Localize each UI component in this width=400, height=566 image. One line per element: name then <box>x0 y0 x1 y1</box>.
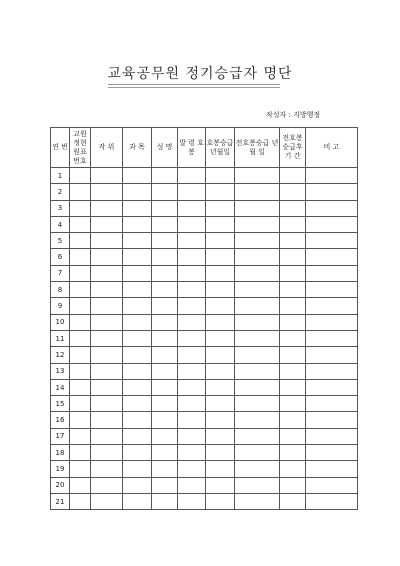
row-number: 1 <box>51 168 70 184</box>
empty-cell <box>91 216 123 232</box>
empty-cell <box>178 184 206 200</box>
empty-cell <box>206 314 235 330</box>
header-cell: 호봉승급 년월일 <box>206 128 235 168</box>
empty-cell <box>70 265 91 281</box>
empty-cell <box>306 168 358 184</box>
empty-cell <box>206 200 235 216</box>
empty-cell <box>152 477 178 493</box>
row-number: 9 <box>51 298 70 314</box>
empty-cell <box>123 347 152 363</box>
empty-cell <box>280 233 306 249</box>
empty-cell <box>70 168 91 184</box>
empty-cell <box>178 428 206 444</box>
row-number: 14 <box>51 379 70 395</box>
table-row <box>51 477 358 493</box>
empty-cell <box>70 216 91 232</box>
empty-cell <box>235 200 280 216</box>
empty-cell <box>280 249 306 265</box>
empty-cell <box>206 249 235 265</box>
table-row <box>51 200 358 216</box>
empty-cell <box>235 233 280 249</box>
empty-cell <box>206 330 235 346</box>
empty-cell <box>152 282 178 298</box>
empty-cell <box>178 233 206 249</box>
empty-cell <box>152 265 178 281</box>
empty-cell <box>152 428 178 444</box>
row-number: 17 <box>51 428 70 444</box>
empty-cell <box>235 379 280 395</box>
table-row <box>51 412 358 428</box>
empty-cell <box>206 428 235 444</box>
table-row <box>51 461 358 477</box>
empty-cell <box>152 347 178 363</box>
empty-cell <box>280 363 306 379</box>
empty-cell <box>70 363 91 379</box>
empty-cell <box>206 379 235 395</box>
row-number: 15 <box>51 396 70 412</box>
empty-cell <box>306 493 358 509</box>
empty-cell <box>91 477 123 493</box>
empty-cell <box>70 445 91 461</box>
empty-cell <box>235 282 280 298</box>
empty-cell <box>280 200 306 216</box>
empty-cell <box>280 461 306 477</box>
empty-cell <box>70 330 91 346</box>
empty-cell <box>280 445 306 461</box>
empty-cell <box>178 249 206 265</box>
empty-cell <box>206 347 235 363</box>
empty-cell <box>123 216 152 232</box>
empty-cell <box>152 445 178 461</box>
empty-cell <box>91 412 123 428</box>
empty-cell <box>91 249 123 265</box>
empty-cell <box>152 233 178 249</box>
empty-cell <box>91 200 123 216</box>
empty-cell <box>91 396 123 412</box>
empty-cell <box>178 396 206 412</box>
header-cell: 연 번 <box>51 128 70 168</box>
header-cell: 비 고 <box>306 128 358 168</box>
empty-cell <box>123 330 152 346</box>
empty-cell <box>178 379 206 395</box>
empty-cell <box>206 493 235 509</box>
empty-cell <box>206 298 235 314</box>
empty-cell <box>70 184 91 200</box>
empty-cell <box>306 428 358 444</box>
empty-cell <box>70 461 91 477</box>
row-number: 21 <box>51 493 70 509</box>
empty-cell <box>70 233 91 249</box>
empty-cell <box>70 282 91 298</box>
empty-cell <box>70 347 91 363</box>
empty-cell <box>280 168 306 184</box>
empty-cell <box>206 265 235 281</box>
empty-cell <box>123 493 152 509</box>
empty-cell <box>70 493 91 509</box>
table-row <box>51 282 358 298</box>
empty-cell <box>206 184 235 200</box>
empty-cell <box>123 184 152 200</box>
empty-cell <box>206 216 235 232</box>
empty-cell <box>91 379 123 395</box>
empty-cell <box>123 200 152 216</box>
empty-cell <box>123 445 152 461</box>
empty-cell <box>178 330 206 346</box>
header-cell: 성 명 <box>152 128 178 168</box>
row-number: 2 <box>51 184 70 200</box>
empty-cell <box>178 445 206 461</box>
header-cell: 교원 정현 원표 번호 <box>70 128 91 168</box>
author-label: 작성자 : 지방행정 <box>266 111 321 119</box>
row-number: 3 <box>51 200 70 216</box>
empty-cell <box>152 412 178 428</box>
empty-cell <box>235 330 280 346</box>
empty-cell <box>206 477 235 493</box>
empty-cell <box>206 445 235 461</box>
empty-cell <box>306 249 358 265</box>
table-row <box>51 233 358 249</box>
row-number: 5 <box>51 233 70 249</box>
row-number: 12 <box>51 347 70 363</box>
empty-cell <box>206 233 235 249</box>
empty-cell <box>91 445 123 461</box>
row-number: 16 <box>51 412 70 428</box>
empty-cell <box>280 347 306 363</box>
empty-cell <box>123 314 152 330</box>
empty-cell <box>152 330 178 346</box>
empty-cell <box>280 282 306 298</box>
empty-cell <box>91 298 123 314</box>
empty-cell <box>152 396 178 412</box>
empty-cell <box>123 477 152 493</box>
empty-cell <box>70 379 91 395</box>
empty-cell <box>91 168 123 184</box>
empty-cell <box>70 314 91 330</box>
empty-cell <box>206 396 235 412</box>
row-number: 7 <box>51 265 70 281</box>
table-row <box>51 168 358 184</box>
empty-cell <box>70 477 91 493</box>
document-title: 교육공무원 정기승급자 명단 <box>107 66 293 82</box>
empty-cell <box>91 428 123 444</box>
empty-cell <box>235 477 280 493</box>
row-number: 4 <box>51 216 70 232</box>
empty-cell <box>152 249 178 265</box>
row-number: 13 <box>51 363 70 379</box>
empty-cell <box>206 363 235 379</box>
empty-cell <box>280 330 306 346</box>
table-row <box>51 379 358 395</box>
empty-cell <box>91 493 123 509</box>
empty-cell <box>178 298 206 314</box>
empty-cell <box>235 396 280 412</box>
empty-cell <box>91 363 123 379</box>
empty-cell <box>152 184 178 200</box>
empty-cell <box>306 363 358 379</box>
empty-cell <box>70 249 91 265</box>
row-number: 11 <box>51 330 70 346</box>
empty-cell <box>235 412 280 428</box>
empty-cell <box>91 347 123 363</box>
empty-cell <box>70 428 91 444</box>
empty-cell <box>306 314 358 330</box>
empty-cell <box>306 200 358 216</box>
empty-cell <box>70 200 91 216</box>
empty-cell <box>235 168 280 184</box>
row-number: 18 <box>51 445 70 461</box>
empty-cell <box>306 445 358 461</box>
empty-cell <box>306 330 358 346</box>
empty-cell <box>178 363 206 379</box>
empty-cell <box>178 412 206 428</box>
empty-cell <box>206 461 235 477</box>
table-row <box>51 249 358 265</box>
empty-cell <box>306 412 358 428</box>
row-number: 6 <box>51 249 70 265</box>
empty-cell <box>178 347 206 363</box>
empty-cell <box>235 428 280 444</box>
empty-cell <box>123 461 152 477</box>
table-row <box>51 347 358 363</box>
empty-cell <box>123 233 152 249</box>
empty-cell <box>306 184 358 200</box>
empty-cell <box>306 379 358 395</box>
empty-cell <box>91 461 123 477</box>
empty-cell <box>123 265 152 281</box>
table-row <box>51 493 358 509</box>
empty-cell <box>306 461 358 477</box>
header-cell: 전호봉승급 년 월 일 <box>235 128 280 168</box>
empty-cell <box>280 428 306 444</box>
empty-cell <box>123 396 152 412</box>
empty-cell <box>152 216 178 232</box>
empty-cell <box>178 477 206 493</box>
empty-cell <box>306 396 358 412</box>
empty-cell <box>152 314 178 330</box>
table-row <box>51 445 358 461</box>
empty-cell <box>235 347 280 363</box>
empty-cell <box>206 168 235 184</box>
row-number: 8 <box>51 282 70 298</box>
empty-cell <box>123 282 152 298</box>
empty-cell <box>280 298 306 314</box>
empty-cell <box>91 265 123 281</box>
empty-cell <box>206 282 235 298</box>
table-row <box>51 396 358 412</box>
empty-cell <box>178 461 206 477</box>
empty-cell <box>306 477 358 493</box>
empty-cell <box>123 379 152 395</box>
table-row <box>51 216 358 232</box>
empty-cell <box>152 461 178 477</box>
empty-cell <box>306 265 358 281</box>
row-number: 19 <box>51 461 70 477</box>
empty-cell <box>280 412 306 428</box>
empty-cell <box>306 216 358 232</box>
empty-cell <box>306 298 358 314</box>
empty-cell <box>235 249 280 265</box>
table-row <box>51 265 358 281</box>
empty-cell <box>91 184 123 200</box>
empty-cell <box>91 314 123 330</box>
title-underline <box>108 84 280 88</box>
empty-cell <box>178 168 206 184</box>
header-cell: 작 위 <box>91 128 123 168</box>
empty-cell <box>152 200 178 216</box>
roster-table <box>50 127 358 510</box>
empty-cell <box>280 184 306 200</box>
row-number: 10 <box>51 314 70 330</box>
table-row <box>51 314 358 330</box>
empty-cell <box>235 314 280 330</box>
empty-cell <box>152 493 178 509</box>
empty-cell <box>235 461 280 477</box>
empty-cell <box>235 216 280 232</box>
empty-cell <box>235 184 280 200</box>
empty-cell <box>178 216 206 232</box>
empty-cell <box>91 233 123 249</box>
empty-cell <box>123 363 152 379</box>
empty-cell <box>280 216 306 232</box>
header-row <box>51 128 358 168</box>
empty-cell <box>123 412 152 428</box>
empty-cell <box>206 412 235 428</box>
empty-cell <box>280 265 306 281</box>
empty-cell <box>178 314 206 330</box>
empty-cell <box>178 493 206 509</box>
empty-cell <box>178 200 206 216</box>
empty-cell <box>235 265 280 281</box>
header-cell: 발 령 호 봉 <box>178 128 206 168</box>
empty-cell <box>235 363 280 379</box>
empty-cell <box>306 347 358 363</box>
row-number: 20 <box>51 477 70 493</box>
empty-cell <box>70 412 91 428</box>
header-cell: 과 목 <box>123 128 152 168</box>
empty-cell <box>306 282 358 298</box>
empty-cell <box>235 493 280 509</box>
empty-cell <box>123 428 152 444</box>
empty-cell <box>280 314 306 330</box>
empty-cell <box>306 233 358 249</box>
empty-cell <box>235 445 280 461</box>
empty-cell <box>178 265 206 281</box>
empty-cell <box>91 330 123 346</box>
empty-cell <box>280 493 306 509</box>
table-row <box>51 298 358 314</box>
empty-cell <box>70 298 91 314</box>
empty-cell <box>91 282 123 298</box>
table-row <box>51 330 358 346</box>
empty-cell <box>280 396 306 412</box>
empty-cell <box>152 298 178 314</box>
empty-cell <box>280 477 306 493</box>
empty-cell <box>152 168 178 184</box>
table-row <box>51 184 358 200</box>
header-cell: 전호봉 승급후 기 간 <box>280 128 306 168</box>
table-row <box>51 428 358 444</box>
empty-cell <box>235 298 280 314</box>
empty-cell <box>123 168 152 184</box>
empty-cell <box>70 396 91 412</box>
empty-cell <box>152 363 178 379</box>
empty-cell <box>152 379 178 395</box>
empty-cell <box>280 379 306 395</box>
table-row <box>51 363 358 379</box>
empty-cell <box>123 298 152 314</box>
empty-cell <box>123 249 152 265</box>
empty-cell <box>178 282 206 298</box>
